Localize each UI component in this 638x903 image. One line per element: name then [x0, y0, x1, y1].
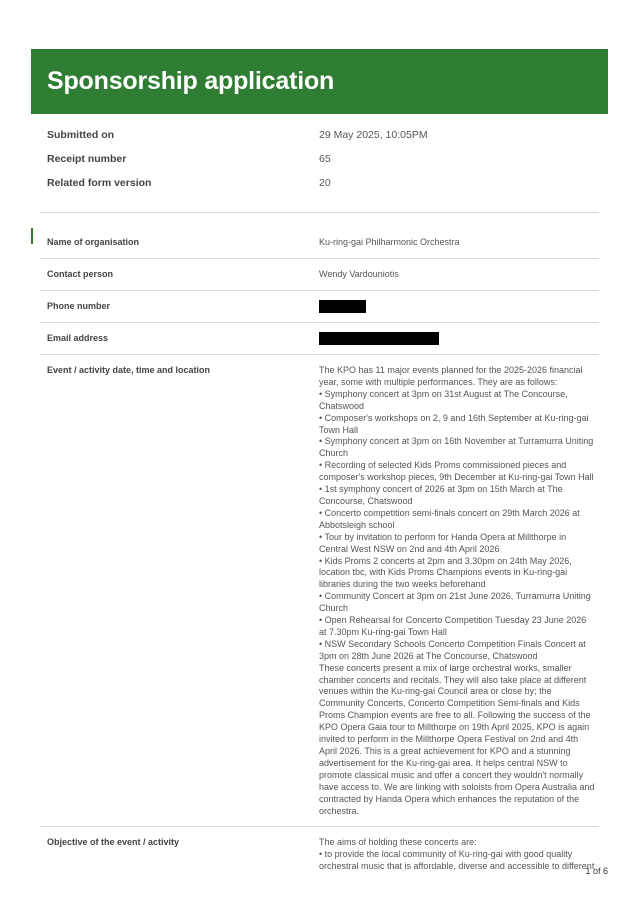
meta-label: Related form version	[47, 177, 152, 189]
meta-row-form-version	[47, 177, 592, 201]
list-item: • Concerto competition semi-finals concert on 29th March 2026 at Abbotsleigh school	[319, 507, 580, 530]
meta-label: Submitted on	[47, 129, 115, 141]
meta-value: 65	[319, 153, 331, 165]
text-paragraph: These concerts present a mix of large orchestral works, smaller chamber concerts and recitals. They will also take place at different venues within the Ku-ring-gai Council area or close by; the Community Concerts, Concerto Competition Semi-finals and Kids Proms Champion events are free to all. Following the success of the KPO Opera Gaia tour to Millthorpe on 19th April 2025, KPO is again invited to perform in the Millthorpe Opera Festival on 2nd and 4th April 2026. This is a great achievement for KPO and a stunning advertisement for the Ku-ring-gai area. It helps central NSW to promote classical music and offer a concert they wouldn't normally have access to. We are linking with soloists from Opera Australia and contracted by Handa Opera which enhances the reputation of the orchestra.	[319, 662, 595, 816]
list-item: • Open Rehearsal for Concerto Competition Tuesday 23 June 2026 at 7.30pm Ku-ring-gai Town Hall	[319, 615, 587, 637]
field-email	[40, 323, 599, 355]
submission-meta	[47, 129, 592, 201]
list-item: • Kids Proms 2 concerts at 2pm and 3.30pm on 24th May 2026, location tbc, with Kids Proms Champions events in Ku-ring-gai libraries during the two weeks beforehand	[319, 555, 572, 590]
field-objective	[40, 827, 599, 882]
text-paragraph: The aims of holding these concerts are:	[319, 837, 477, 848]
field-label: Name of organisation	[47, 237, 140, 247]
meta-label: Receipt number	[47, 153, 127, 165]
header-banner	[31, 49, 608, 114]
list-item: • Tour by invitation to perform for Handa Opera at Millthorpe in Central West NSW on 2nd and 4th April 2026	[319, 531, 567, 554]
field-value	[319, 323, 595, 354]
field-value: Wendy Vardouniotis	[319, 269, 399, 279]
field-label: Contact person	[47, 269, 114, 279]
meta-row-submitted	[47, 129, 592, 153]
text-paragraph: The KPO has 11 major events planned for the 2025-2026 financial year, some with multiple performances. They are as follows:	[319, 365, 583, 387]
list-item: • Symphony concert at 3pm on 16th November at Turramurra Uniting Church	[319, 436, 594, 459]
field-event-details	[40, 355, 599, 827]
field-contact	[40, 259, 599, 291]
list-item: • to provide the local community of Ku-ring-gai with good quality orchestral music that is affordable, diverse and accessible to different	[319, 849, 595, 872]
field-value: Ku-ring-gai Philharmonic Orchestra	[319, 237, 460, 247]
list-item: • Recording of selected Kids Proms commissioned pieces and composer's workshop pieces, 9th December at Ku-ring-gai Town Hall	[319, 460, 594, 483]
page-title: Sponsorship application	[47, 67, 335, 95]
list-item: • Composer's workshops on 2, 9 and 16th September at Ku-ring-gai Town Hall	[319, 412, 589, 435]
redaction-block	[319, 332, 439, 345]
field-label: Objective of the event / activity	[47, 837, 180, 848]
field-value	[319, 355, 595, 826]
field-organisation	[40, 227, 599, 259]
field-label: Phone number	[47, 301, 111, 311]
list-item: • NSW Secondary Schools Concerto Competition Finals Concert at 3pm on 28th June 2026 at The Concourse, Chatswood	[319, 638, 586, 661]
field-value	[319, 291, 595, 322]
list-item: • Symphony concert at 3pm on 31st August at The Concourse, Chatswood	[319, 388, 568, 411]
redaction-block	[319, 300, 366, 313]
text-cursor-marker	[31, 228, 33, 244]
list-item: • Community Concert at 3pm on 21st June 2026, Turramurra Uniting Church	[319, 591, 591, 614]
meta-value: 29 May 2025, 10:05PM	[319, 129, 428, 141]
meta-row-receipt	[47, 153, 592, 177]
application-fields	[40, 227, 599, 882]
field-label: Event / activity date, time and location	[47, 365, 211, 375]
field-label: Email address	[47, 333, 109, 343]
divider	[40, 212, 599, 213]
field-phone	[40, 291, 599, 323]
page-number: 1 of 6	[585, 866, 608, 876]
list-item: • 1st symphony concert of 2026 at 3pm on 15th March at The Concourse, Chatswood	[319, 484, 563, 506]
meta-value: 20	[319, 177, 331, 189]
field-value	[319, 827, 595, 882]
